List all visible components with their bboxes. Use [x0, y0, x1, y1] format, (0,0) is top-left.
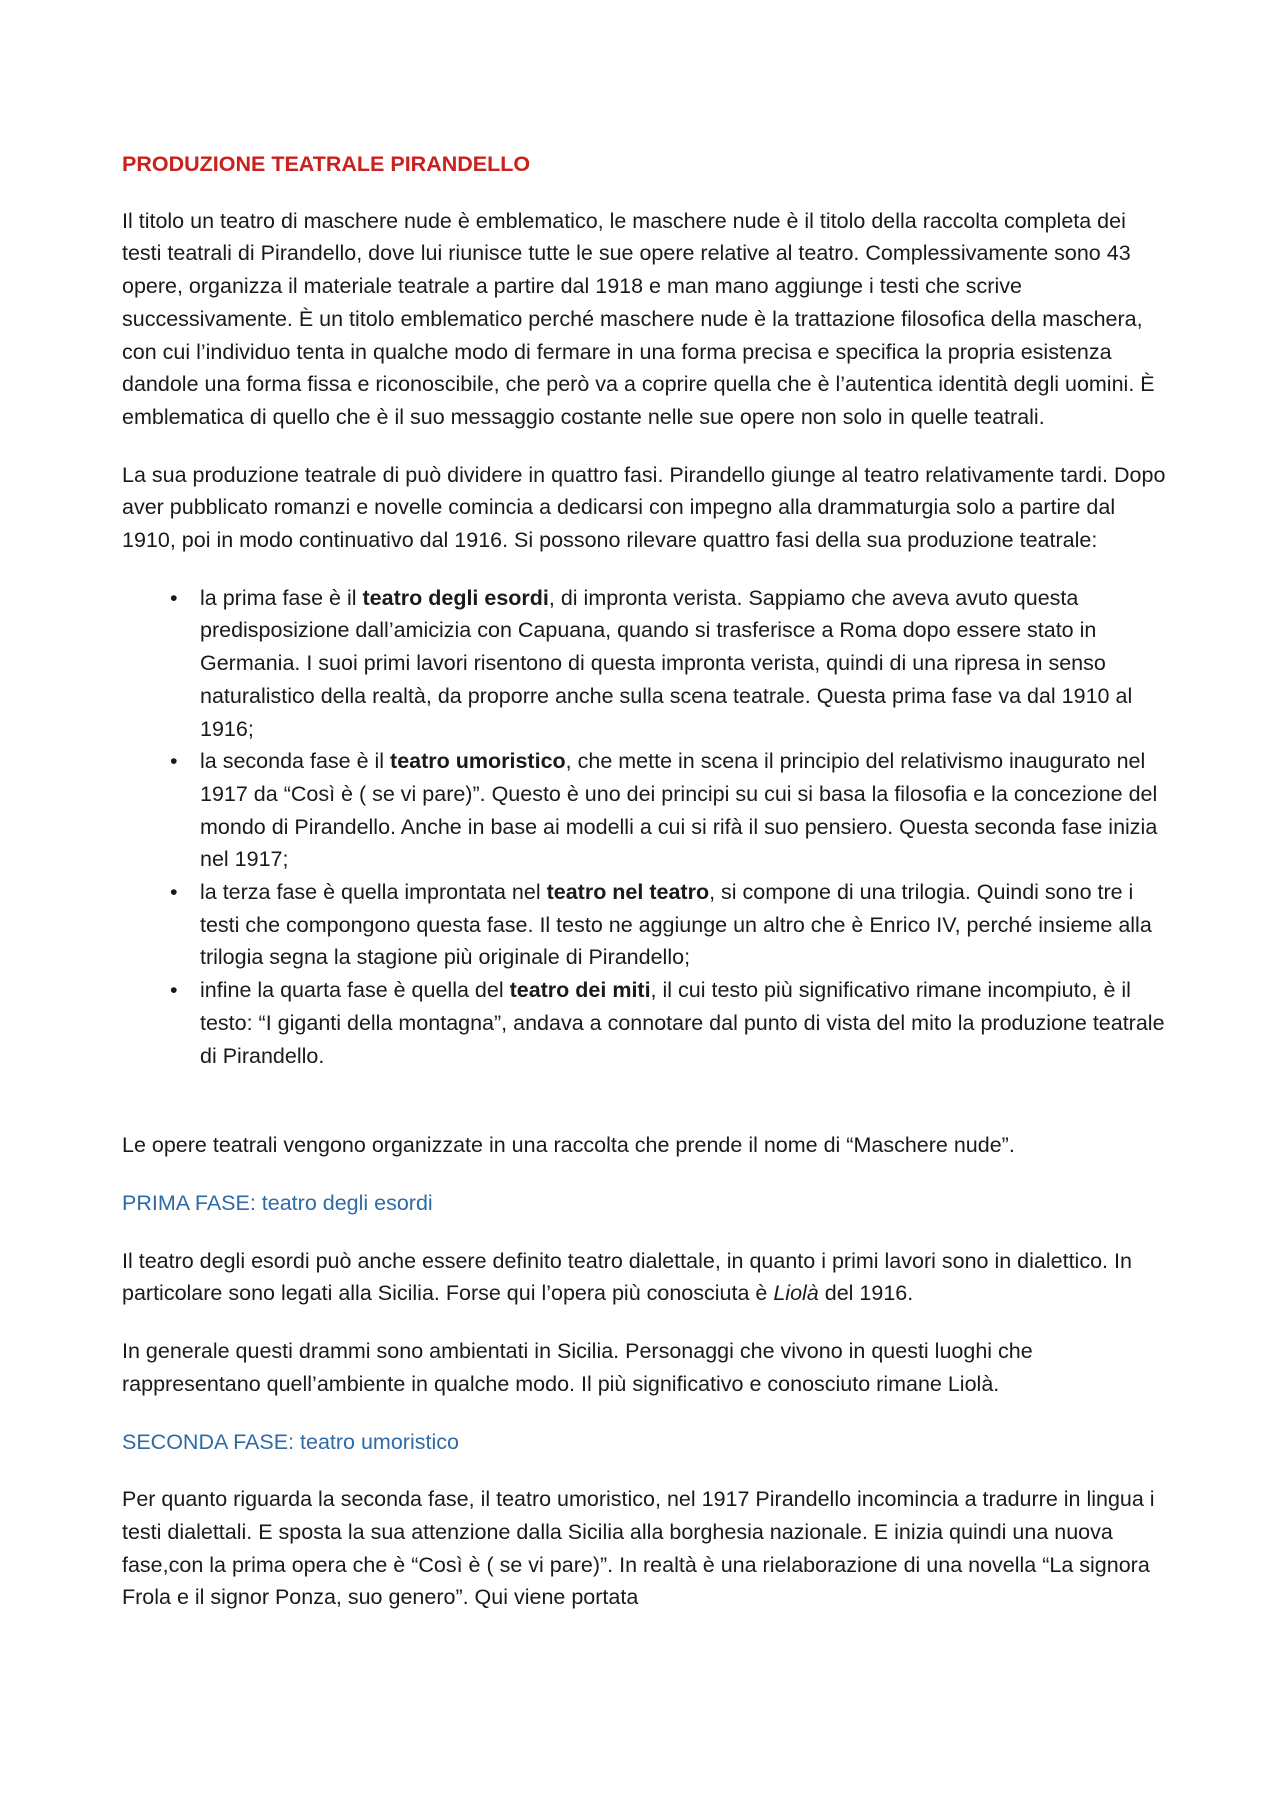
phases-list — [122, 582, 1167, 1073]
document-title: PRODUZIONE TEATRALE PIRANDELLO — [122, 152, 531, 176]
phase-name: teatro degli esordi — [362, 585, 549, 610]
bullet-icon: • — [170, 749, 178, 774]
bullet-icon: • — [170, 978, 178, 1003]
list-item — [170, 745, 1167, 876]
bullet-icon: • — [170, 880, 178, 905]
phase-text: infine la quarta fase è quella del — [200, 978, 510, 1003]
phase-text: , il cui testo più significativo rimane incompiuto, è il testo: “I giganti della montagna”, andava a connotare dal punto di vista del mito la produzione teatrale di Pirandello. — [200, 978, 1165, 1068]
document-page — [122, 148, 1167, 1639]
list-item — [170, 974, 1167, 1072]
section-heading-seconda-fase: SECONDA FASE: teatro umoristico — [122, 1429, 459, 1454]
list-item — [170, 876, 1167, 974]
phase-name: teatro dei miti — [509, 978, 651, 1003]
section-heading-prima-fase: PRIMA FASE: teatro degli esordi — [122, 1190, 433, 1215]
phase-text: la terza fase è quella improntata nel — [200, 880, 547, 905]
prima-fase-paragraph-1 — [122, 1245, 1167, 1310]
paragraph-text: del 1916. — [818, 1281, 914, 1306]
phase-text: , si compone di una trilogia. Quindi sono tre i testi che compongono questa fase. Il testo ne aggiunge un altro che è Enrico IV, perché insieme alla trilogia segna la stagione più originale di Pirandello; — [200, 880, 1152, 970]
list-item — [170, 582, 1167, 746]
prima-fase-paragraph-2: In generale questi drammi sono ambientati in Sicilia. Personaggi che vivono in questi luoghi che rappresentano quell’ambiente in qualche modo. Il più significativo e conosciuto rimane Liolà. — [122, 1339, 1033, 1396]
phase-text: la prima fase è il — [200, 585, 363, 610]
phase-name: teatro nel teatro — [546, 880, 710, 905]
collection-paragraph: Le opere teatrali vengono organizzate in una raccolta che prende il nome di “Maschere nude”. — [122, 1133, 1015, 1158]
seconda-fase-paragraph-1: Per quanto riguarda la seconda fase, il teatro umoristico, nel 1917 Pirandello incomincia a tradurre in lingua i testi dialettali. E sposta la sua attenzione dalla Sicilia alla borghesia nazionale. E inizia quindi una nuova fase,con la prima opera che è “Così è ( se vi pare)”. In realtà è una rielaborazione di una novella “La signora Frola e il signor Ponza, suo genero”. Qui viene portata — [122, 1487, 1155, 1610]
phase-text: , di impronta verista. Sappiamo che aveva avuto questa predisposizione dall’amicizia con Capuana, quando si trasferisce a Roma dopo essere stato in Germania. I suoi primi lavori risentono di questa impronta verista, quindi di una ripresa in senso naturalistico della realtà, da proporre anche sulla scena teatrale. Questa prima fase va dal 1910 al 1916; — [200, 585, 1133, 741]
paragraph-text: Il teatro degli esordi può anche essere definito teatro dialettale, in quanto i primi lavori sono in dialettico. In particolare sono legati alla Sicilia. Forse qui l’opera più conosciuta è — [122, 1248, 1132, 1306]
phase-text: la seconda fase è il — [200, 749, 391, 774]
phases-intro-paragraph: La sua produzione teatrale di può dividere in quattro fasi. Pirandello giunge al teatro relativamente tardi. Dopo aver pubblicato romanzi e novelle comincia a dedicarsi con impegno alla drammaturgia solo a partire dal 1910, poi in modo continuativo dal 1916. Si possono rilevare quattro fasi della sua produzione teatrale: — [122, 462, 1166, 553]
bullet-icon: • — [170, 585, 178, 610]
work-title: Liolà — [773, 1281, 819, 1306]
phase-name: teatro umoristico — [390, 749, 566, 774]
spacer — [122, 1097, 1167, 1129]
intro-paragraph: Il titolo un teatro di maschere nude è emblematico, le maschere nude è il titolo della raccolta completa dei testi teatrali di Pirandello, dove lui riunisce tutte le sue opere relative al teatro. Complessivamente sono 43 opere, organizza il materiale teatrale a partire dal 1918 e man mano aggiunge i testi che scrive successivamente. È un titolo emblematico perché maschere nude è la trattazione filosofica della maschera, con cui l’individuo tenta in qualche modo di fermare in una forma precisa e specifica la propria esistenza dandole una forma fissa e riconoscibile, che però va a coprire quella che è l’autentica identità degli uomini. È emblematica di quello che è il suo messaggio costante nelle sue opere non solo in quelle teatrali. — [122, 208, 1155, 429]
phase-text: , che mette in scena il principio del relativismo inaugurato nel 1917 da “Così è ( se vi pare)”. Questo è uno dei principi su cui si basa la filosofia e la concezione del mondo di Pirandello. Anche in base ai modelli a cui si rifà il suo pensiero. Questa seconda fase inizia nel 1917; — [200, 749, 1158, 872]
